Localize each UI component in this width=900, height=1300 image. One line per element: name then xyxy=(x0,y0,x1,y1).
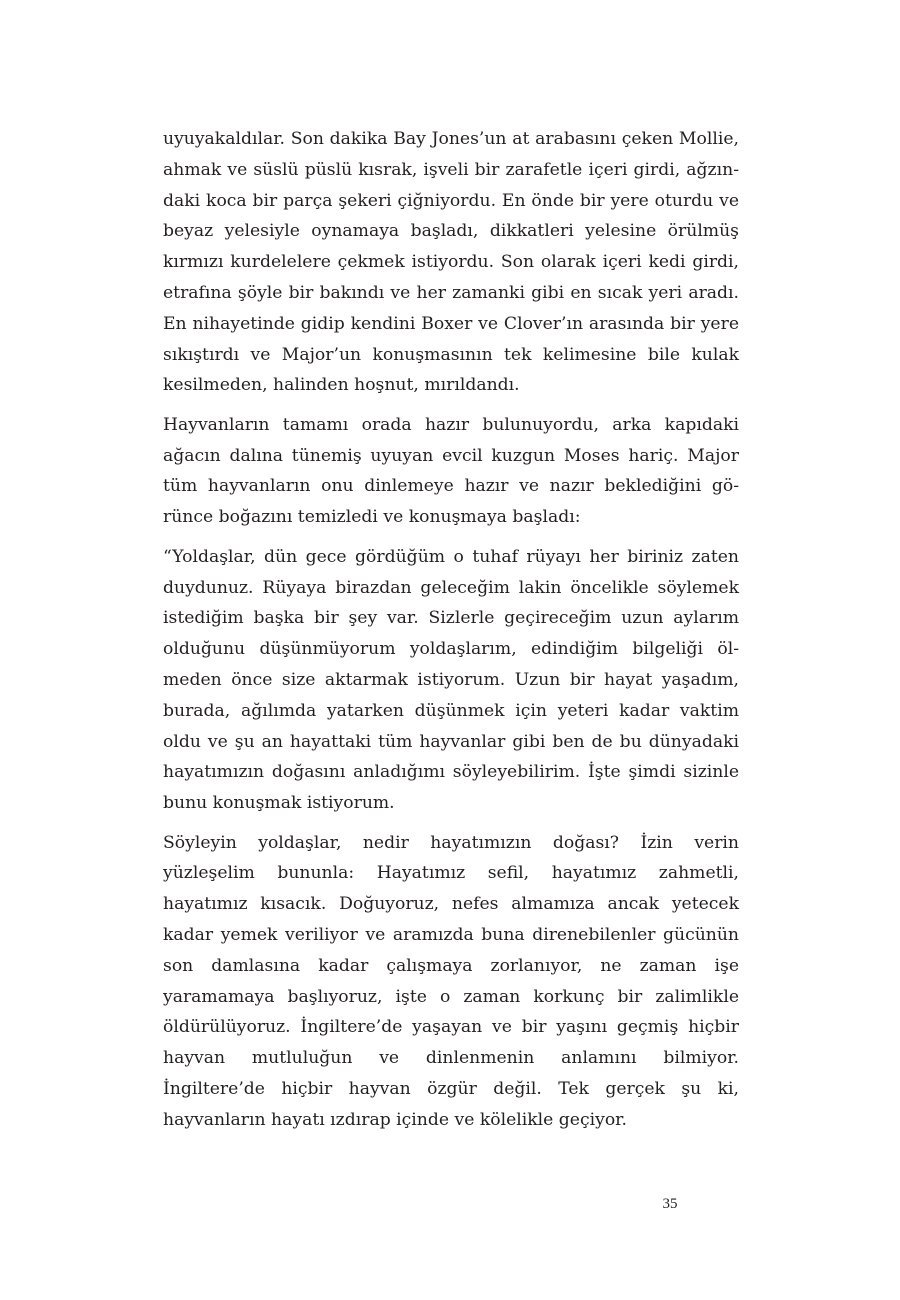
page-number: 35 xyxy=(662,1196,678,1212)
paragraph-2: Hayvanların tamamı orada hazır bulunuyordu, arka kapıdaki ağacın dalına tünemiş uyuyan evcil kuzgun Moses hariç. Major tüm hayvanların onu dinlemeye hazır ve nazır beklediğini görünce boğazını temizledi ve konuşmaya başladı: xyxy=(163,414,739,528)
body-text xyxy=(163,124,739,1144)
paragraph-4: Söyleyin yoldaşlar, nedir hayatımızın doğası? İzin verin yüzleşelim bununla: Hayatımız sefil, hayatımız zahmetli, hayatımız kısacık. Doğuyoruz, nefes almamıza ancak yetecek kadar yemek veriliyor ve aramızda buna direnebilenler gücünün son damlasına kadar çalışmaya zorlanıyor, ne zaman işe yaramamaya başlıyoruz, işte o zaman korkunç bir zalimlikle öldürülüyoruz. İngiltere’de yaşayan ve bir yaşını geçmiş hiçbir hayvan mutluluğun ve dinlenmenin anlamını bilmiyor. İngiltere’de hiçbir hayvan özgür değil. Tek gerçek şu ki, hayvanların hayatı ızdırap içinde ve kölelikle geçiyor. xyxy=(163,832,739,1130)
paragraph-1: uyuyakaldılar. Son dakika Bay Jones’un at arabasını çeken Mollie, ahmak ve süslü püslü kısrak, işveli bir zarafetle içeri girdi, ağzındaki koca bir parça şekeri çiğniyordu. En önde bir yere oturdu ve beyaz yelesiyle oynamaya başladı, dikkatleri yelesine örülmüş kırmızı kurdelelere çekmek istiyordu. Son olarak içeri kedi girdi, etrafına şöyle bir bakındı ve her zamanki gibi en sıcak yeri aradı. En nihayetinde gidip kendini Boxer ve Clover’ın arasında bir yere sıkıştırdı ve Major’un konuşmasının tek kelimesine bile kulak kesilmeden, halinden hoşnut, mırıldandı. xyxy=(163,129,739,396)
paragraph-3: “Yoldaşlar, dün gece gördüğüm o tuhaf rüyayı her biriniz zaten duydunuz. Rüyaya birazdan geleceğim lakin öncelikle söylemek istediğim başka bir şey var. Sizlerle geçireceğim uzun aylarım olduğunu düşünmüyorum yoldaşlarım, edindiğim bilgeliği ölmeden önce size aktarmak istiyorum. Uzun bir hayat yaşadım, burada, ağılımda yatarken düşünmek için yeteri kadar vaktim oldu ve şu an hayattaki tüm hayvanlar gibi ben de bu dünyadaki hayatımızın doğasını anladığımı söyleyebilirim. İşte şimdi sizinle bunu konuşmak istiyorum. xyxy=(163,546,739,814)
